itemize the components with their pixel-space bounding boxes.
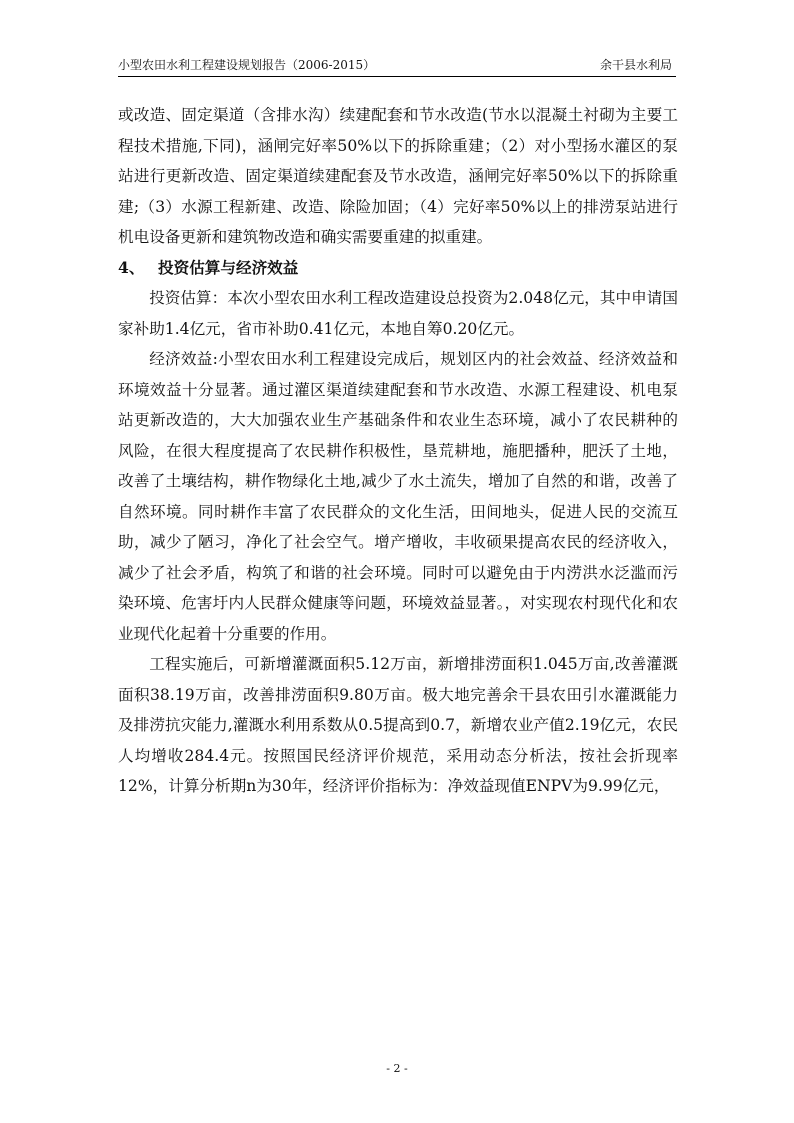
paragraph-economic-benefit: 经济效益:小型农田水利工程建设完成后，规划区内的社会效益、经济效益和环境效益十分显著。通过灌区渠道续建配套和节水改造、水源工程建设、机电泵站更新改造的，大大加强农业生产基础条件和农业生态环境，减小了农民耕种的风险，在很大程度提高了农民耕作积极性，垦荒耕地，施肥播种，肥沃了土地，改善了土壤结构，耕作物绿化土地,减少了水土流失，增加了自然的和谐，改善了自然环境。同时耕作丰富了农民群众的文化生活，田间地头，促进人民的交流互助，减少了陋习，净化了社会空气。增产增收，丰收硕果提高农民的经济收入，减少了社会矛盾，构筑了和谐的社会环境。同时可以避免由于内涝洪水泛滥而污染环境、危害圩内人民群众健康等问题，环境效益显著。，对实现农村现代化和农业现代化起着十分重要的作用。 (118, 350, 678, 643)
paragraph-construction-scope: 或改造、固定渠道（含排水沟）续建配套和节水改造(节水以混凝土衬砌为主要工程技术措施,下同)，涵闸完好率50%以下的拆除重建；（2）对小型扬水灌区的泵站进行更新改造、固定渠道续建配套及节水改造，涵闸完好率50%以下的拆除重建;（3）水源工程新建、改造、除险加固；（4）完好率50%以上的排涝泵站进行机电设备更新和建筑物改造和确实需要重建的拟重建。 (118, 106, 678, 246)
section-number: 4、 (118, 257, 145, 277)
section-heading (118, 253, 678, 284)
page-number: - 2 - (386, 1062, 408, 1075)
document-body (118, 100, 678, 802)
paragraph-investment-estimate: 投资估算：本次小型农田水利工程改造建设总投资为2.048亿元，其中申请国家补助1.4亿元，省市补助0.41亿元，本地自筹0.20亿元。 (118, 289, 678, 338)
header-report-title: 小型农田水利工程建设规划报告（2006-2015） (118, 58, 376, 72)
section-title: 投资估算与经济效益 (158, 257, 299, 277)
paragraph-project-outcomes: 工程实施后，可新增灌溉面积5.12万亩，新增排涝面积1.045万亩,改善灌溉面积38.19万亩，改善排涝面积9.80万亩。极大地完善余干县农田引水灌溉能力及排涝抗灾能力,灌溉水利用系数从0.5提高到0.7，新增农业产值2.19亿元，农民人均增收284.4元。按照国民经济评价规范，采用动态分析法，按社会折现率12%，计算分析期n为30年，经济评价指标为：净效益现值ENPV为9.99亿元， (118, 655, 678, 795)
page-header (118, 58, 676, 77)
header-organization: 余干县水利局 (599, 58, 672, 72)
